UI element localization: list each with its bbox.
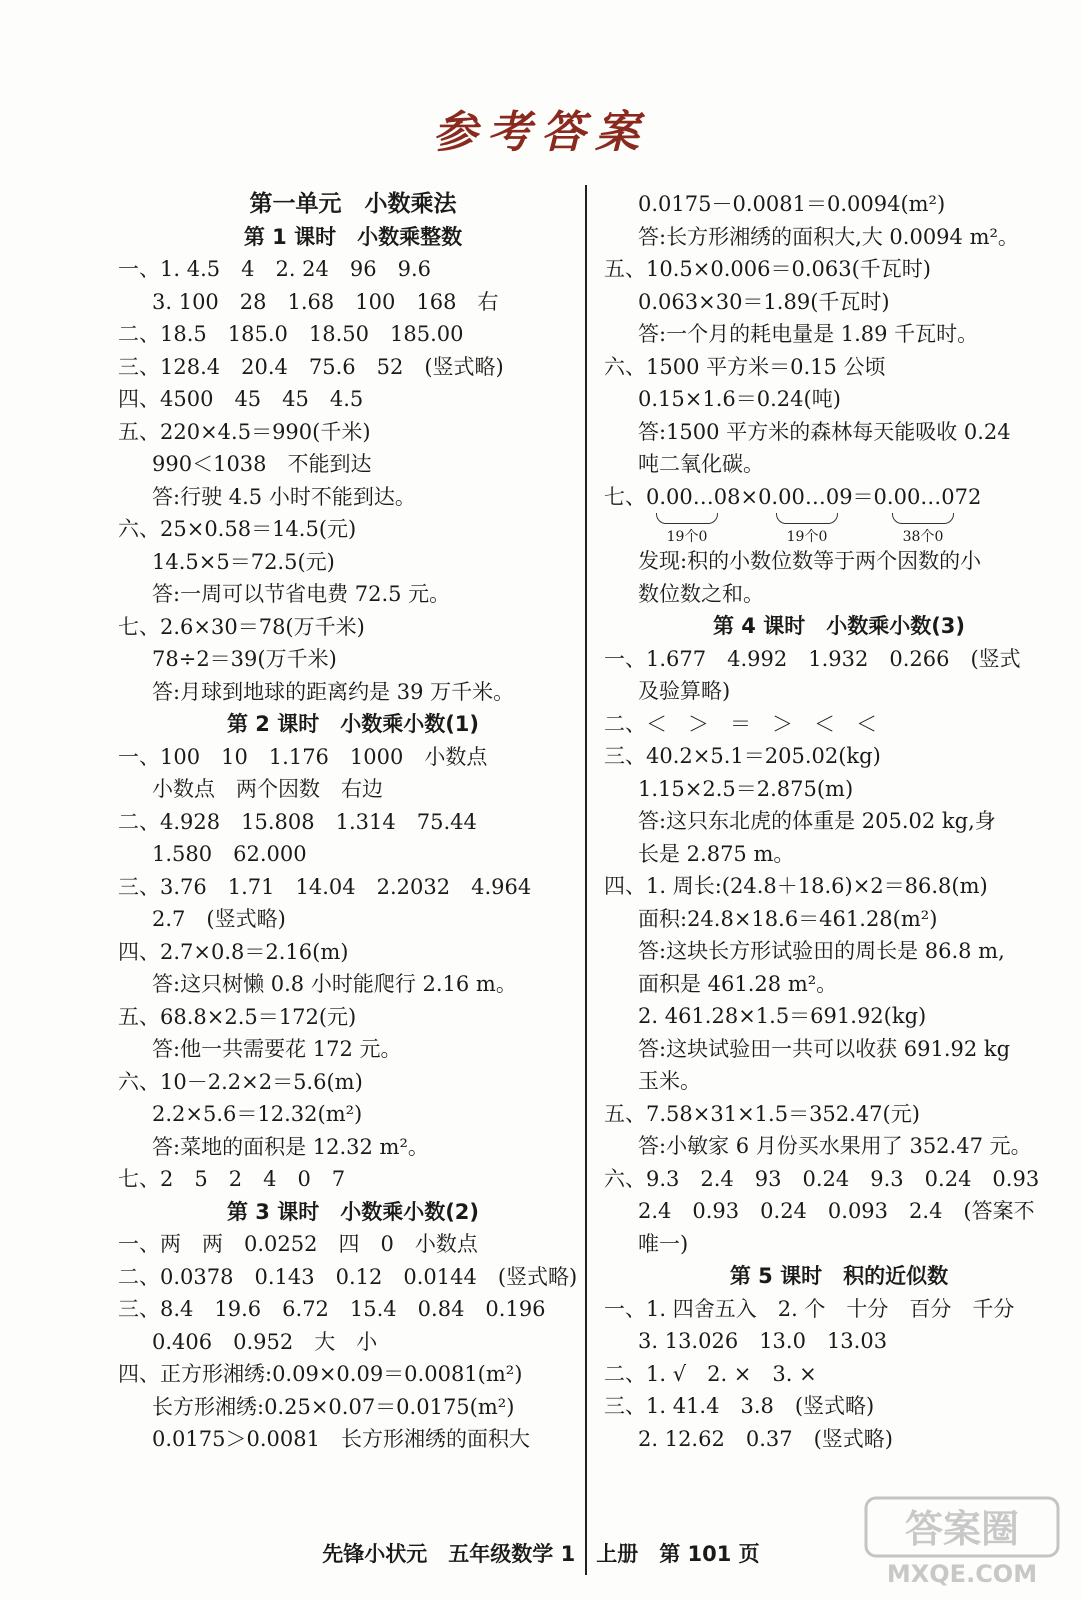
section-heading: 第 4 课时 小数乘小数(3) [712,614,966,638]
answer-line: 2. 461.28×1.5＝691.92(kg) [638,1004,927,1028]
answer-line: 六、1500 平方米＝0.15 公顷 [604,354,886,379]
page-title: 参考答案 [433,107,649,158]
section-heading: 第一单元 小数乘法 [249,191,457,217]
answer-line: 七、2.6×30＝78(万千米) [118,614,365,639]
answer-line: 四、1. 周长:(24.8＋18.6)×2＝86.8(m) [604,874,988,898]
answer-line: 发现:积的小数位数等于两个因数的小 [638,549,982,573]
answer-line: 一、1. 4.5 4 2. 24 96 9.6 [118,257,432,281]
answer-line: 答:菜地的面积是 12.32 m²。 [152,1134,429,1159]
answer-line: 唯一) [638,1231,689,1256]
answer-line: 一、1.677 4.992 1.932 0.266 (竖式 [604,646,1021,671]
answer-line: 3. 13.026 13.0 13.03 [638,1329,888,1353]
answer-line: 六、9.3 2.4 93 0.24 9.3 0.24 0.93 [604,1166,1040,1191]
right-column [604,188,1074,1455]
answer-line: 面积:24.8×18.6＝461.28(m²) [638,906,938,931]
answer-line: 四、2.7×0.8＝2.16(m) [118,939,349,964]
answer-line: 答:这块试验田一共可以收获 691.92 kg [638,1036,1011,1061]
answer-line: 三、40.2×5.1＝205.02(kg) [604,744,881,768]
answer-line: 二、＜ ＞ ＝ ＞ ＜ ＜ [604,711,877,736]
answer-line: 答:月球到地球的距离约是 39 万千米。 [152,679,515,704]
watermark-sub: MXQE.COM [886,1560,1038,1588]
answer-line: 三、8.4 19.6 6.72 15.4 0.84 0.196 [118,1297,546,1321]
answer-line: 答:他一共需要花 172 元。 [152,1037,402,1061]
answer-line: 数位数之和。 [638,581,764,606]
answer-line: 四、4500 45 45 4.5 [118,387,364,411]
answer-line: 78÷2＝39(万千米) [152,647,337,671]
section-heading: 第 1 课时 小数乘整数 [243,224,463,249]
answer-line: 及验算略) [638,679,731,703]
answer-line: 一、1. 四舍五入 2. 个 十分 百分 千分 [604,1296,1015,1321]
brace-label: 19个0 [656,513,718,546]
brace-label: 19个0 [776,513,838,546]
answer-line: 五、10.5×0.006＝0.063(千瓦时) [604,257,931,281]
answer-line: 0.0175＞0.0081 长方形湘绣的面积大 [152,1427,530,1451]
section-heading: 第 3 课时 小数乘小数(2) [226,1199,480,1224]
answer-line: 二、0.0378 0.143 0.12 0.0144 (竖式略) [118,1264,578,1289]
answer-line: 六、10－2.2×2＝5.6(m) [118,1069,363,1094]
answer-line: 五、68.8×2.5＝172(元) [118,1004,357,1029]
section-heading: 第 2 课时 小数乘小数(1) [226,712,480,736]
answer-line: 3. 100 28 1.68 100 168 右 [152,289,499,314]
answer-line: 七、0.00…08×0.00…09＝0.00…072 [604,484,982,509]
answer-line: 三、1. 41.4 3.8 (竖式略) [604,1394,875,1418]
page-footer: 先锋小状元 五年级数学 1 上册 第 101 页 [322,1542,760,1566]
answer-line: 2.2×5.6＝12.32(m²) [152,1102,363,1126]
answer-line: 三、128.4 20.4 75.6 52 (竖式略) [118,354,504,379]
answer-line: 长是 2.875 m。 [638,841,795,866]
answer-line: 六、25×0.58＝14.5(元) [118,517,357,541]
answer-line: 答:行驶 4.5 小时不能到达。 [152,484,416,509]
answer-line: 二、1. √ 2. × 3. × [604,1361,817,1386]
left-column [118,188,588,1456]
answer-line: 2.7 (竖式略) [152,907,286,931]
answer-line: 一、100 10 1.176 1000 小数点 [118,744,488,769]
answer-line: 990＜1038 不能到达 [152,452,372,476]
answer-line: 面积是 461.28 m²。 [638,971,838,996]
section-heading: 第 5 课时 积的近似数 [729,1264,949,1288]
answer-line: 答:1500 平方米的森林每天能吸收 0.24 [638,419,1011,444]
answer-line: 二、18.5 185.0 18.50 185.00 [118,322,464,346]
answer-line: 2.4 0.93 0.24 0.093 2.4 (答案不 [638,1199,1035,1223]
answer-line: 0.406 0.952 大 小 [152,1329,378,1354]
answer-line: 答:小敏家 6 月份买水果用了 352.47 元。 [638,1134,1032,1158]
column-divider [585,185,587,1575]
answer-line: 答:这块长方形试验田的周长是 86.8 m, [638,939,1005,963]
answer-line: 答:一周可以节省电费 72.5 元。 [152,582,451,606]
answer-line: 三、3.76 1.71 14.04 2.2032 4.964 [118,874,532,899]
answer-line: 吨二氧化碳。 [638,452,764,476]
watermark-logo [862,1492,1062,1588]
watermark-text: 答案圈 [904,1507,1020,1551]
answer-line: 0.0175－0.0081＝0.0094(m²) [638,192,946,216]
answer-line: 答:这只东北虎的体重是 205.02 kg,身 [638,809,996,833]
answer-line: 14.5×5＝72.5(元) [152,549,335,574]
answer-line: 二、4.928 15.808 1.314 75.44 [118,809,477,834]
answer-line: 七、2 5 2 4 0 7 [118,1167,346,1191]
answer-line: 1.580 62.000 [152,842,307,866]
answer-line: 长方形湘绣:0.25×0.07＝0.0175(m²) [152,1394,515,1419]
answer-line: 答:这只树懒 0.8 小时能爬行 2.16 m。 [152,972,517,996]
answer-line: 0.15×1.6＝0.24(吨) [638,387,841,411]
answer-line: 1.15×2.5＝2.875(m) [638,776,854,801]
answer-line: 五、220×4.5＝990(千米) [118,419,371,444]
answer-line: 五、7.58×31×1.5＝352.47(元) [604,1101,920,1126]
answer-line: 答:长方形湘绣的面积大,大 0.0094 m²。 [638,224,1019,249]
brace-label: 38个0 [892,513,954,546]
answer-line: 2. 12.62 0.37 (竖式略) [638,1426,893,1451]
brace-row [604,513,1074,545]
answer-line: 一、两 两 0.0252 四 0 小数点 [118,1232,478,1256]
answer-line: 四、正方形湘绣:0.09×0.09＝0.0081(m²) [118,1362,523,1386]
answer-line: 答:一个月的耗电量是 1.89 千瓦时。 [638,322,979,346]
answer-line: 0.063×30＝1.89(千瓦时) [638,289,890,314]
answer-line: 小数点 两个因数 右边 [152,777,383,801]
answer-line: 玉米。 [638,1069,701,1093]
